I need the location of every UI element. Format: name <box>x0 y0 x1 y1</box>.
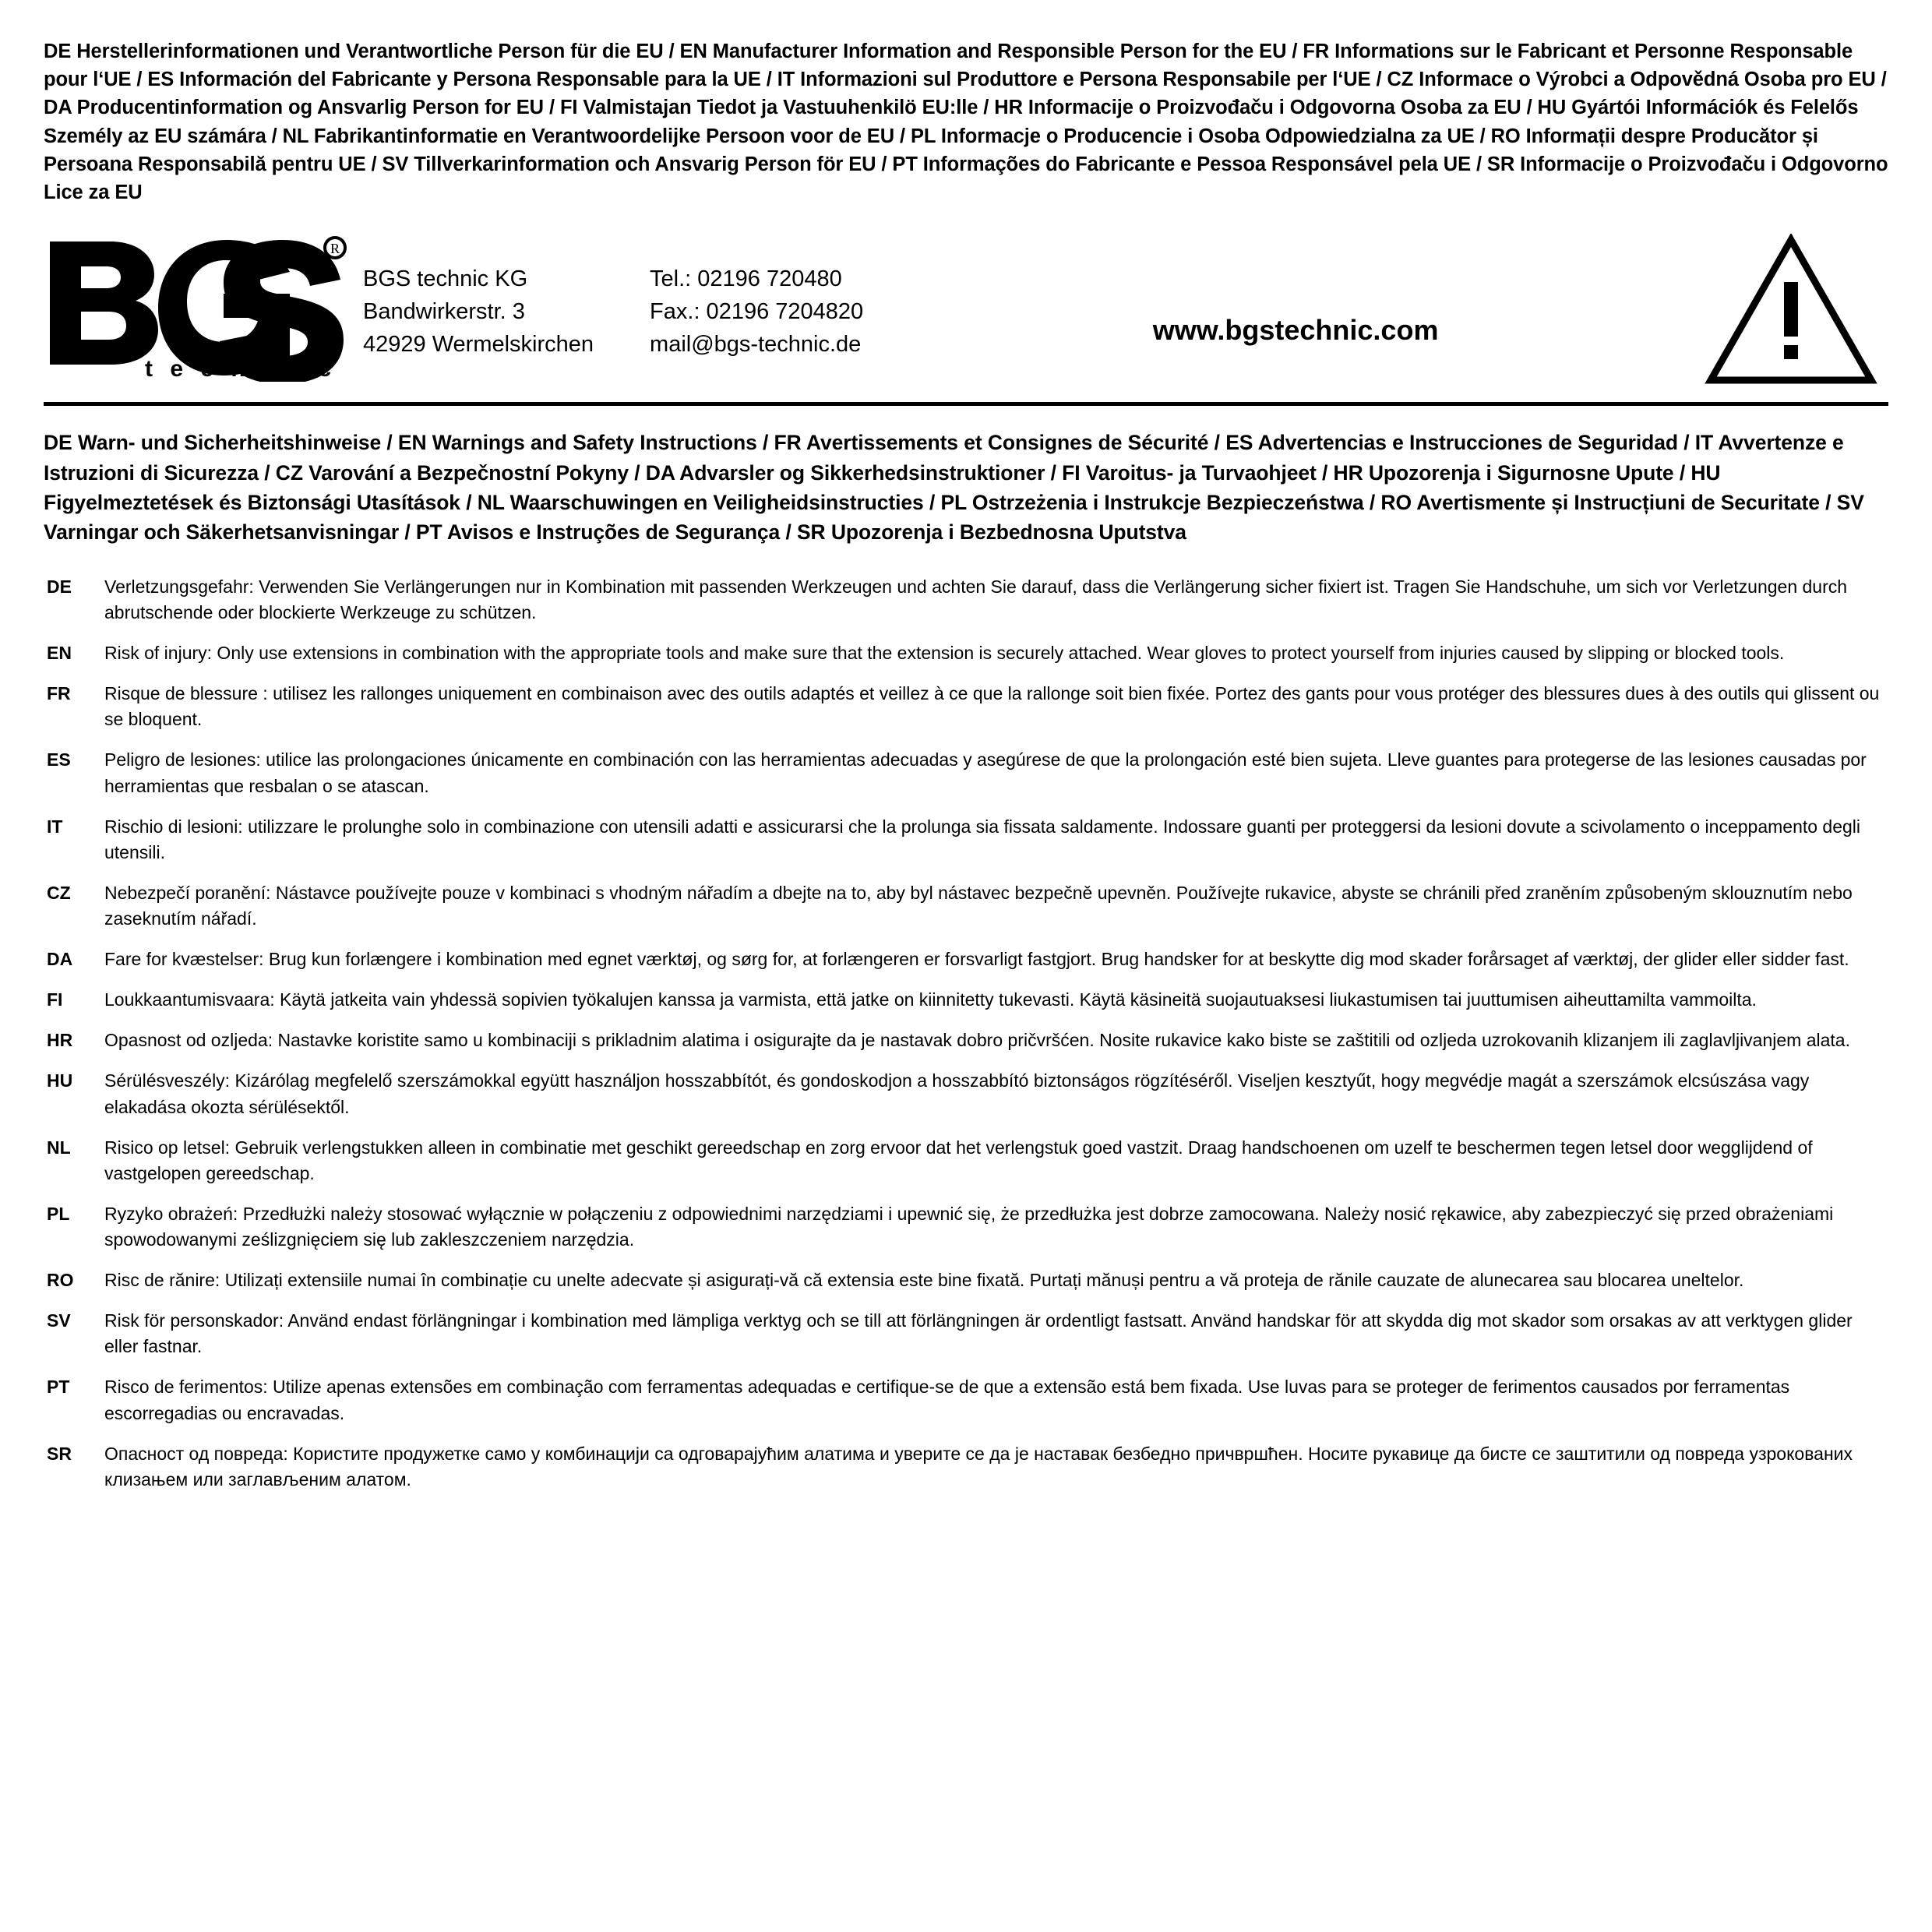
list-item <box>44 1267 1888 1293</box>
language-code: HU <box>47 1070 73 1091</box>
warning-text: Risco de ferimentos: Utilize apenas extensões em combinação com ferramentas adequadas e certifique-se de que a extensão está bem fixada. Use luvas para se proteger de ferimentos causados por ferramentas escorregadias ou encravadas. <box>104 1377 1790 1423</box>
manufacturer-info-heading: DE Herstellerinformationen und Verantwortliche Person für die EU / EN Manufacturer Information and Responsible Person for the EU / FR Informations sur le Fabricant et Personne Responsable pour l‘UE / ES Información del Fabricante y Persona Responsable para la UE / IT Informazioni sul Produttore e Persona Responsabile per l‘UE / CZ Informace o Výrobci a Odpovědná Osoba pro EU / DA Producentinformation og Ansvarlig Person for EU / FI Valmistajan Tiedot ja Vastuuhenkilö EU:lle / HR Informacije o Proizvođaču i Odgovorna Osoba za EU / HU Gyártói Információk és Felelős Személy az EU számára / NL Fabrikantinformatie en Verantwoordelijke Persoon voor de EU / PL Informacje o Producencie i Osoba Odpowiedzialna za UE / RO Informații despre Producător și Persoana Responsabilă pentru UE / SV Tillverkarinformation och Ansvarig Person för EU / PT Informações do Fabricante e Pessoa Responsável pela UE / SR Informacije o Proizvođaču i Odgovorno Lice za EU <box>44 41 1888 204</box>
language-code: CZ <box>47 882 71 903</box>
list-item <box>44 947 1888 972</box>
company-street: Bandwirkerstr. 3 <box>363 298 525 324</box>
company-contact <box>650 255 863 361</box>
list-item <box>44 574 1888 626</box>
warning-text: Opasnost od ozljeda: Nastavke koristite samo u kombinaciji s prikladnim alatima i osigurajte da je nastavak dobro pričvršćen. Nosite rukavice kako biste se zaštitili od ozljeda uzrokovanih klizanjem ili zaglavljivanjem alata. <box>104 1030 1850 1051</box>
warning-text: Peligro de lesiones: utilice las prolongaciones únicamente en combinación con las herramientas adecuadas y asegúrese de que la prolongación esté bien sujeta. Lleve guantes para protegerse de las lesiones causadas por herramientas que resbalan o se atascan. <box>104 749 1867 796</box>
list-item <box>44 1374 1888 1426</box>
list-item <box>44 640 1888 666</box>
list-item <box>44 1308 1888 1359</box>
language-code: EN <box>47 643 72 664</box>
warning-text: Fare for kvæstelser: Brug kun forlængere i kombination med egnet værktøj, og sørg for, at forlængeren er forsvarligt fastgjort. Brug handsker for at beskytte dig mod skader forårsaget af værktøj, der glider eller sidder fast. <box>104 949 1849 970</box>
company-tel: Tel.: 02196 720480 <box>650 266 842 291</box>
language-code: ES <box>47 749 71 770</box>
list-item <box>44 880 1888 932</box>
list-item <box>44 1135 1888 1186</box>
language-code: PT <box>47 1377 70 1398</box>
company-city: 42929 Wermelskirchen <box>363 331 594 357</box>
language-code: SR <box>47 1443 72 1464</box>
warning-text: Sérülésveszély: Kizárólag megfelelő szerszámokkal együtt használjon hosszabbítót, és gondoskodjon a hosszabbító biztonságos rögzítéséről. Viseljen kesztyűt, hogy megvédje magát a szerszámok elcsúszása vagy elakadása okozta sérülésektől. <box>104 1070 1810 1117</box>
language-code: IT <box>47 816 63 837</box>
list-item <box>44 1028 1888 1053</box>
svg-text:t e c h n i c: t e c h n i c <box>145 355 337 382</box>
language-code: DE <box>47 576 72 597</box>
language-code: FR <box>47 683 71 704</box>
warning-text: Risque de blessure : utilisez les rallonges uniquement en combinaison avec des outils adaptés et veillez à ce que la rallonge soit bien fixée. Portez des gants pour vous protéger des blessures dues à des outils qui glissent ou se bloquent. <box>104 683 1880 730</box>
company-website[interactable]: www.bgstechnic.com <box>1152 313 1439 346</box>
company-address <box>363 255 594 361</box>
warning-text: Ryzyko obrażeń: Przedłużki należy stosować wyłącznie w połączeniu z odpowiednimi narzędziami i upewnić się, że przedłużka jest dobrze zamocowana. Należy nosić rękawice, aby zabezpieczyć się przed obrażeniami spowodowanymi ześlizgnięciem się lub zakleszczeniem narzędzia. <box>104 1203 1834 1250</box>
company-header <box>44 224 1888 406</box>
list-item <box>44 987 1888 1013</box>
list-item <box>44 1201 1888 1253</box>
warning-text: Risk för personskador: Använd endast förlängningar i kombination med lämpliga verktyg och se till att förlängningen är ordentligt fastsatt. Använd handskar för att skydda dig mot skador som orsakas av att verktygen glider eller fastnar. <box>104 1310 1853 1357</box>
company-fax: Fax.: 02196 7204820 <box>650 298 864 324</box>
language-code: DA <box>47 949 73 970</box>
language-code: RO <box>47 1270 74 1291</box>
warning-triangle-icon <box>1705 229 1888 386</box>
list-item <box>44 1068 1888 1119</box>
language-code: NL <box>47 1137 71 1158</box>
list-item <box>44 814 1888 866</box>
warning-text: Rischio di lesioni: utilizzare le prolunghe solo in combinazione con utensili adatti e assicurarsi che la prolunga sia fissata saldamente. Indossare guanti per proteggersi da lesioni dovute a scivolamento o inceppamento degli utensili. <box>104 816 1861 862</box>
warning-text: Verletzungsgefahr: Verwenden Sie Verlängerungen nur in Kombination mit passenden Werkzeugen und achten Sie darauf, dass die Verlängerung sicher fixiert ist. Tragen Sie Handschuhe, um sich vor Verletzungen durch abrutschende oder blockierte Werkzeuge zu schützen. <box>104 576 1848 623</box>
language-code: PL <box>47 1203 70 1224</box>
language-code: FI <box>47 989 63 1010</box>
warning-text: Loukkaantumisvaara: Käytä jatkeita vain yhdessä sopivien työkalujen kanssa ja varmista, että jatke on kiinnitetty tukevasti. Käytä käsineitä suojautuaksesi liukastumisen tai juuttumisen aiheuttamilta vammoilta. <box>104 989 1757 1010</box>
company-email[interactable]: mail@bgs-technic.de <box>650 331 862 357</box>
warning-text: Risc de rănire: Utilizați extensiile numai în combinație cu unelte adecvate și asigurați-vă că extensia este bine fixată. Purtați mănuși pentru a vă proteja de rănile cauzate de alunecarea sau blocarea uneltelor. <box>104 1270 1744 1291</box>
language-code: HR <box>47 1030 73 1051</box>
safety-instructions-heading: DE Warn- und Sicherheitshinweise / EN Warnings and Safety Instructions / FR Avertissements et Consignes de Sécurité / ES Advertencias e Instrucciones de Seguridad / IT Avvertenze e Istruzioni di Sicurezza / CZ Varování a Bezpečnostní Pokyny / DA Advarsler og Sikkerhedsinstruktioner / FI Varoitus- ja Turvaohjeet / HR Upozorenja i Sigurnosne Upute / HU Figyelmeztetések és Biztonsági Utasítások / NL Waarschuwingen en Veiligheidsinstructies / PL Ostrzeżenia i Instrukcje Bezpieczeństwa / RO Avertismente și Instrucțiuni de Securitate / SV Varningar och Säkerhetsanvisningar / PT Avisos e Instruções de Segurança / SR Upozorenja i Bezbednosna Uputstva <box>44 431 1864 545</box>
svg-text:R: R <box>330 240 340 256</box>
list-item <box>44 681 1888 732</box>
warning-text: Nebezpečí poranění: Nástavce používejte pouze v kombinaci s vhodným nářadím a dbejte na to, aby byl nástavec bezpečně upevněn. Používejte rukavice, abyste se chránili před zraněním způsobeným sklouznutím nebo zaseknutím nářadí. <box>104 882 1853 929</box>
warning-text: Опасност од повреда: Користите продужетке само у комбинацији са одговарајућим алатима и уверите се да је наставак безбедно причвршћен. Носите рукавице да бисте се заштитили од повреда узрокованих клизањем или заглављеним алатом. <box>104 1443 1853 1490</box>
list-item <box>44 747 1888 799</box>
warning-list <box>44 574 1888 1493</box>
list-item <box>44 1441 1888 1493</box>
bgs-logo <box>44 234 355 382</box>
company-name: BGS technic KG <box>363 266 528 291</box>
warning-text: Risico op letsel: Gebruik verlengstukken alleen in combinatie met geschikt gereedschap en zorg ervoor dat het verlengstuk goed vastzit. Draag handschoenen om uzelf te beschermen tegen letsel door wegglijdend of vastgelopen gereedschap. <box>104 1137 1813 1183</box>
warning-text: Risk of injury: Only use extensions in combination with the appropriate tools and make sure that the extension is securely attached. Wear gloves to protect yourself from injuries caused by slipping or blocked tools. <box>104 643 1785 664</box>
language-code: SV <box>47 1310 71 1331</box>
